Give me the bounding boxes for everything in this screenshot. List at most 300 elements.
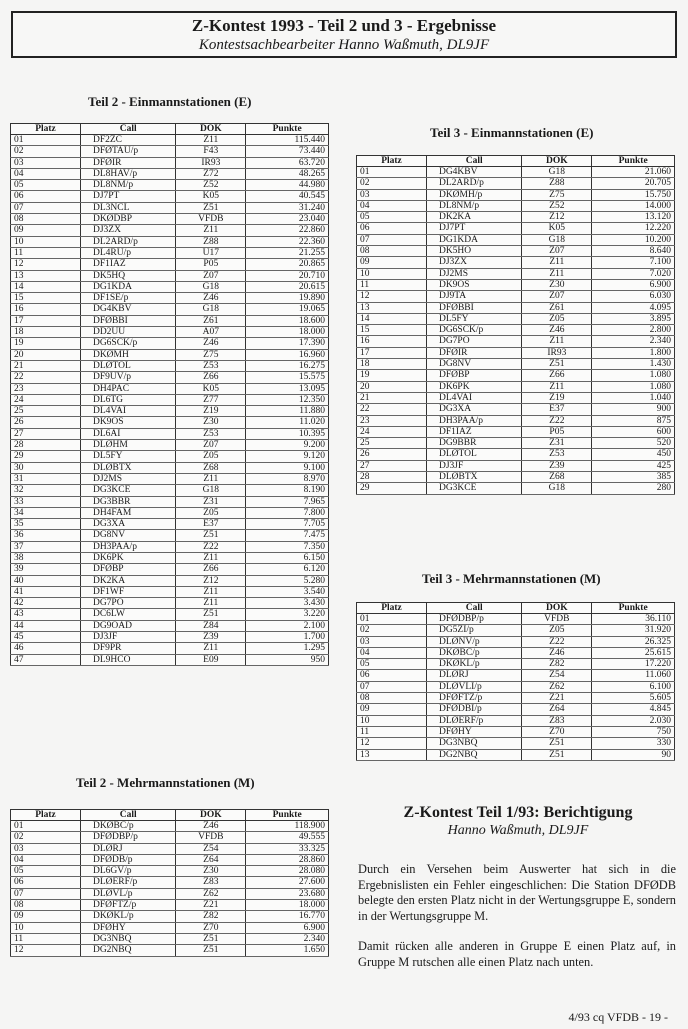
table-row — [357, 704, 675, 715]
table-row — [357, 460, 675, 471]
cell-dok: Z54 — [522, 670, 592, 681]
cell-dok: Z61 — [522, 302, 592, 313]
cell-punkte: 63.720 — [246, 157, 329, 168]
cell-dok: Z19 — [522, 392, 592, 403]
table-row — [357, 257, 675, 268]
table-row — [11, 349, 329, 360]
table-row — [357, 614, 675, 625]
table-row — [11, 259, 329, 270]
cell-call: DG3NBQ — [426, 738, 521, 749]
cell-punkte: 7.800 — [246, 507, 329, 518]
cell-platz: 13 — [357, 749, 427, 760]
cell-platz: 33 — [11, 496, 81, 507]
cell-punkte: 23.680 — [246, 888, 329, 899]
table-row — [11, 911, 329, 922]
cell-call: DJ3ZX — [80, 225, 175, 236]
table-row — [357, 659, 675, 670]
table-row — [357, 749, 675, 760]
cell-dok: Z53 — [522, 449, 592, 460]
cell-platz: 08 — [11, 214, 81, 225]
cell-punkte: 10.395 — [246, 428, 329, 439]
column-header: Punkte — [246, 124, 329, 135]
cell-dok: Z75 — [522, 189, 592, 200]
table-row — [11, 866, 329, 877]
cell-dok: Z51 — [176, 609, 246, 620]
cell-call: DJ2MS — [80, 473, 175, 484]
cell-punkte: 6.900 — [246, 922, 329, 933]
table-header-row — [11, 124, 329, 135]
table-row — [11, 406, 329, 417]
table-row — [357, 693, 675, 704]
cell-platz: 12 — [357, 738, 427, 749]
cell-punkte: 49.555 — [246, 832, 329, 843]
cell-call: DJ3JF — [80, 632, 175, 643]
column-header: Punkte — [246, 810, 329, 821]
page-subtitle: Kontestsachbearbeiter Hanno Waßmuth, DL9JF — [198, 37, 490, 53]
cell-punkte: 18.000 — [246, 900, 329, 911]
cell-platz: 07 — [357, 681, 427, 692]
cell-punkte: 1.700 — [246, 632, 329, 643]
cell-platz: 35 — [11, 519, 81, 530]
cell-call: DF1IAZ — [80, 259, 175, 270]
cell-platz: 09 — [11, 911, 81, 922]
cell-platz: 39 — [11, 564, 81, 575]
cell-dok: Z11 — [522, 268, 592, 279]
cell-dok: Z88 — [176, 236, 246, 247]
cell-dok: Z46 — [176, 293, 246, 304]
cell-dok: Z66 — [522, 370, 592, 381]
cell-dok: Z22 — [522, 636, 592, 647]
cell-punkte: 16.770 — [246, 911, 329, 922]
cell-platz: 27 — [11, 428, 81, 439]
table-row — [357, 404, 675, 415]
cell-platz: 10 — [357, 715, 427, 726]
cell-call: DFØDBP/p — [80, 832, 175, 843]
cell-platz: 12 — [357, 291, 427, 302]
cell-platz: 01 — [11, 821, 81, 832]
cell-dok: Z11 — [176, 586, 246, 597]
table-row — [11, 575, 329, 586]
table-row — [11, 843, 329, 854]
table-row — [11, 191, 329, 202]
cell-punkte: 5.605 — [592, 693, 675, 704]
table-row — [11, 338, 329, 349]
table-row — [357, 449, 675, 460]
cell-call: DKØBC/p — [80, 821, 175, 832]
column-header: DOK — [522, 156, 592, 167]
cell-punkte: 3.220 — [246, 609, 329, 620]
cell-platz: 22 — [357, 404, 427, 415]
table-row — [357, 636, 675, 647]
table-row — [11, 202, 329, 213]
cell-dok: Z39 — [176, 632, 246, 643]
cell-dok: P05 — [522, 426, 592, 437]
cell-platz: 38 — [11, 552, 81, 563]
cell-call: DFØTAU/p — [80, 146, 175, 157]
cell-platz: 16 — [357, 336, 427, 347]
cell-dok: Z21 — [176, 900, 246, 911]
cell-dok: Z51 — [522, 749, 592, 760]
cell-dok: Z75 — [176, 349, 246, 360]
cell-call: DFØHY — [426, 726, 521, 737]
cell-platz: 20 — [357, 381, 427, 392]
cell-call: DL4VAI — [80, 406, 175, 417]
cell-punkte: 27.600 — [246, 877, 329, 888]
cell-platz: 14 — [357, 313, 427, 324]
cell-dok: Z30 — [176, 417, 246, 428]
table-row — [11, 236, 329, 247]
cell-platz: 11 — [357, 279, 427, 290]
cell-platz: 10 — [11, 922, 81, 933]
cell-punkte: 330 — [592, 738, 675, 749]
table-row — [357, 212, 675, 223]
cell-call: DK2KA — [80, 575, 175, 586]
cell-call: DK6PK — [426, 381, 521, 392]
table-row — [11, 888, 329, 899]
cell-dok: E37 — [176, 519, 246, 530]
t2m-table — [10, 809, 329, 957]
table-row — [11, 168, 329, 179]
column-header: DOK — [522, 603, 592, 614]
cell-punkte: 18.600 — [246, 315, 329, 326]
table-row — [11, 586, 329, 597]
table-row — [357, 359, 675, 370]
cell-dok: Z05 — [176, 451, 246, 462]
column-header: Call — [426, 603, 521, 614]
table-header-row — [11, 810, 329, 821]
cell-punkte: 9.100 — [246, 462, 329, 473]
column-header: Platz — [357, 603, 427, 614]
cell-platz: 34 — [11, 507, 81, 518]
table-row — [11, 214, 329, 225]
cell-dok: Z62 — [522, 681, 592, 692]
table-row — [11, 315, 329, 326]
cell-punkte: 7.705 — [246, 519, 329, 530]
cell-dok: Z19 — [176, 406, 246, 417]
cell-call: DLØBTX — [426, 472, 521, 483]
cell-platz: 15 — [11, 293, 81, 304]
cell-call: DD2UU — [80, 327, 175, 338]
table-row — [11, 360, 329, 371]
table-row — [357, 670, 675, 681]
cell-dok: Z46 — [176, 338, 246, 349]
cell-call: DG5ZI/p — [426, 625, 521, 636]
article-paragraph-2: Damit rücken alle anderen in Gruppe E einen Platz auf, in Gruppe M rutschen alle einen Platz nach unten. — [358, 939, 676, 969]
column-header: Platz — [11, 810, 81, 821]
column-header: Call — [80, 124, 175, 135]
cell-punkte: 26.325 — [592, 636, 675, 647]
cell-punkte: 20.865 — [246, 259, 329, 270]
table-row — [357, 681, 675, 692]
cell-dok: E09 — [176, 654, 246, 665]
cell-dok: Z53 — [176, 428, 246, 439]
cell-punkte: 8.190 — [246, 485, 329, 496]
cell-dok: Z70 — [522, 726, 592, 737]
t3m-title: Teil 3 - Mehrmannstationen (M) — [422, 571, 601, 586]
cell-dok: VFDB — [522, 614, 592, 625]
cell-punkte: 13.095 — [246, 383, 329, 394]
column-header: Platz — [357, 156, 427, 167]
t3e-title: Teil 3 - Einmannstationen (E) — [430, 125, 594, 140]
cell-call: DK5HO — [426, 246, 521, 257]
table-row — [11, 451, 329, 462]
cell-call: DG4KBV — [426, 167, 521, 178]
cell-call: DG8NV — [426, 359, 521, 370]
cell-punkte: 22.860 — [246, 225, 329, 236]
table-row — [11, 462, 329, 473]
table-row — [11, 564, 329, 575]
cell-platz: 17 — [357, 347, 427, 358]
cell-platz: 11 — [357, 726, 427, 737]
table-row — [11, 473, 329, 484]
cell-platz: 06 — [11, 191, 81, 202]
cell-dok: Z52 — [522, 200, 592, 211]
table-row — [11, 372, 329, 383]
cell-dok: Z05 — [522, 313, 592, 324]
cell-call: DG3NBQ — [80, 933, 175, 944]
cell-punkte: 12.220 — [592, 223, 675, 234]
cell-call: DG3XA — [426, 404, 521, 415]
table-row — [11, 428, 329, 439]
cell-punkte: 19.890 — [246, 293, 329, 304]
cell-punkte: 18.000 — [246, 327, 329, 338]
table-row — [11, 440, 329, 451]
cell-punkte: 20.615 — [246, 281, 329, 292]
cell-platz: 22 — [11, 372, 81, 383]
table-row — [11, 832, 329, 843]
cell-punkte: 1.040 — [592, 392, 675, 403]
cell-dok: VFDB — [176, 214, 246, 225]
cell-call: DK9OS — [80, 417, 175, 428]
t2e-title: Teil 2 - Einmannstationen (E) — [88, 94, 252, 109]
cell-call: DLØTOL — [426, 449, 521, 460]
cell-platz: 04 — [11, 168, 81, 179]
cell-call: DJ7PT — [80, 191, 175, 202]
cell-punkte: 900 — [592, 404, 675, 415]
table-row — [11, 327, 329, 338]
cell-punkte: 33.325 — [246, 843, 329, 854]
table-row — [357, 415, 675, 426]
cell-call: DFØBP — [80, 564, 175, 575]
cell-call: DL4VAI — [426, 392, 521, 403]
cell-punkte: 11.880 — [246, 406, 329, 417]
table-row — [11, 643, 329, 654]
cell-platz: 32 — [11, 485, 81, 496]
cell-punkte: 17.390 — [246, 338, 329, 349]
cell-dok: K05 — [176, 383, 246, 394]
cell-dok: Z51 — [176, 202, 246, 213]
cell-punkte: 7.475 — [246, 530, 329, 541]
cell-dok: U17 — [176, 247, 246, 258]
cell-call: DKØDBP — [80, 214, 175, 225]
cell-platz: 10 — [11, 236, 81, 247]
cell-call: DLØBTX — [80, 462, 175, 473]
cell-dok: Z12 — [176, 575, 246, 586]
cell-dok: Z22 — [176, 541, 246, 552]
cell-platz: 03 — [357, 189, 427, 200]
table-row — [357, 313, 675, 324]
table-row — [357, 246, 675, 257]
cell-platz: 18 — [11, 327, 81, 338]
cell-platz: 05 — [357, 212, 427, 223]
cell-call: DH4PAC — [80, 383, 175, 394]
cell-call: DH3PAA/p — [426, 415, 521, 426]
cell-platz: 05 — [11, 180, 81, 191]
table-row — [11, 541, 329, 552]
cell-punkte: 4.095 — [592, 302, 675, 313]
cell-dok: Z51 — [522, 359, 592, 370]
cell-dok: Z62 — [176, 888, 246, 899]
cell-call: DKØMH — [80, 349, 175, 360]
cell-platz: 03 — [11, 157, 81, 168]
cell-dok: Z05 — [522, 625, 592, 636]
table-row — [11, 135, 329, 146]
cell-dok: Z11 — [522, 381, 592, 392]
cell-dok: Z66 — [176, 372, 246, 383]
table-row — [11, 519, 329, 530]
cell-punkte: 15.750 — [592, 189, 675, 200]
cell-punkte: 19.065 — [246, 304, 329, 315]
cell-call: DL6GV/p — [80, 866, 175, 877]
cell-dok: Z61 — [176, 315, 246, 326]
cell-call: DF9PR — [80, 643, 175, 654]
cell-platz: 16 — [11, 304, 81, 315]
cell-punkte: 115.440 — [246, 135, 329, 146]
page-title: Z-Kontest 1993 - Teil 2 und 3 - Ergebnisse — [191, 16, 497, 35]
table-row — [357, 370, 675, 381]
cell-call: DC6LW — [80, 609, 175, 620]
cell-punkte: 21.255 — [246, 247, 329, 258]
cell-dok: Z88 — [522, 178, 592, 189]
cell-platz: 06 — [357, 670, 427, 681]
table-row — [11, 281, 329, 292]
cell-platz: 08 — [11, 900, 81, 911]
cell-dok: IR93 — [522, 347, 592, 358]
cell-punkte: 48.265 — [246, 168, 329, 179]
cell-platz: 43 — [11, 609, 81, 620]
cell-dok: Z39 — [522, 460, 592, 471]
cell-call: DG9OAD — [80, 620, 175, 631]
cell-platz: 45 — [11, 632, 81, 643]
cell-platz: 12 — [11, 945, 81, 956]
column-header: Call — [80, 810, 175, 821]
cell-call: DF9UV/p — [80, 372, 175, 383]
cell-call: DLØTOL — [80, 360, 175, 371]
cell-platz: 29 — [357, 483, 427, 494]
cell-punkte: 21.060 — [592, 167, 675, 178]
cell-platz: 04 — [357, 200, 427, 211]
cell-call: DK2KA — [426, 212, 521, 223]
cell-dok: G18 — [522, 167, 592, 178]
cell-dok: E37 — [522, 404, 592, 415]
cell-dok: Z07 — [522, 246, 592, 257]
table-row — [11, 620, 329, 631]
table-row — [11, 821, 329, 832]
table-row — [357, 472, 675, 483]
cell-punkte: 875 — [592, 415, 675, 426]
cell-dok: Z46 — [522, 325, 592, 336]
cell-call: DLØRJ — [80, 843, 175, 854]
table-row — [11, 157, 329, 168]
table-row — [357, 268, 675, 279]
table-row — [357, 738, 675, 749]
cell-call: DL8NM/p — [426, 200, 521, 211]
cell-punkte: 3.895 — [592, 313, 675, 324]
cell-dok: Z11 — [522, 257, 592, 268]
cell-punkte: 2.340 — [246, 933, 329, 944]
table-row — [11, 383, 329, 394]
cell-call: DKØKL/p — [426, 659, 521, 670]
cell-punkte: 22.360 — [246, 236, 329, 247]
table-row — [11, 146, 329, 157]
cell-platz: 01 — [357, 614, 427, 625]
cell-platz: 41 — [11, 586, 81, 597]
cell-platz: 47 — [11, 654, 81, 665]
table-row — [357, 189, 675, 200]
cell-call: DH3PAA/p — [80, 541, 175, 552]
table-row — [11, 598, 329, 609]
cell-platz: 20 — [11, 349, 81, 360]
cell-call: DH4FAM — [80, 507, 175, 518]
cell-dok: Z07 — [176, 440, 246, 451]
cell-punkte: 280 — [592, 483, 675, 494]
cell-call: DK6PK — [80, 552, 175, 563]
cell-platz: 14 — [11, 281, 81, 292]
table-row — [11, 654, 329, 665]
table-row — [11, 933, 329, 944]
table-row — [357, 223, 675, 234]
cell-call: DG3KCE — [426, 483, 521, 494]
cell-punkte: 1.295 — [246, 643, 329, 654]
cell-platz: 03 — [357, 636, 427, 647]
cell-dok: Z52 — [176, 180, 246, 191]
table-row — [11, 877, 329, 888]
table-row — [11, 485, 329, 496]
cell-punkte: 1.430 — [592, 359, 675, 370]
cell-call: DK5HQ — [80, 270, 175, 281]
cell-platz: 03 — [11, 843, 81, 854]
cell-platz: 05 — [11, 866, 81, 877]
cell-call: DFØIR — [426, 347, 521, 358]
cell-dok: Z30 — [522, 279, 592, 290]
cell-platz: 09 — [357, 704, 427, 715]
table-header-row — [357, 156, 675, 167]
cell-dok: Z70 — [176, 922, 246, 933]
cell-punkte: 2.100 — [246, 620, 329, 631]
cell-dok: Z83 — [176, 877, 246, 888]
table-row — [11, 507, 329, 518]
cell-call: DG3XA — [80, 519, 175, 530]
cell-call: DFØDBI/p — [426, 704, 521, 715]
table-row — [11, 922, 329, 933]
cell-call: DKØKL/p — [80, 911, 175, 922]
cell-call: DL4RU/p — [80, 247, 175, 258]
cell-call: DJ9TA — [426, 291, 521, 302]
t3e-table — [356, 155, 675, 495]
cell-call: DL8HAV/p — [80, 168, 175, 179]
table-row — [11, 417, 329, 428]
cell-dok: Z11 — [522, 336, 592, 347]
cell-call: DJ7PT — [426, 223, 521, 234]
table-row — [11, 530, 329, 541]
cell-punkte: 90 — [592, 749, 675, 760]
cell-call: DFØBBI — [80, 315, 175, 326]
cell-call: DKØBC/p — [426, 647, 521, 658]
cell-punkte: 44.980 — [246, 180, 329, 191]
cell-punkte: 450 — [592, 449, 675, 460]
cell-punkte: 7.020 — [592, 268, 675, 279]
cell-dok: Z51 — [522, 738, 592, 749]
